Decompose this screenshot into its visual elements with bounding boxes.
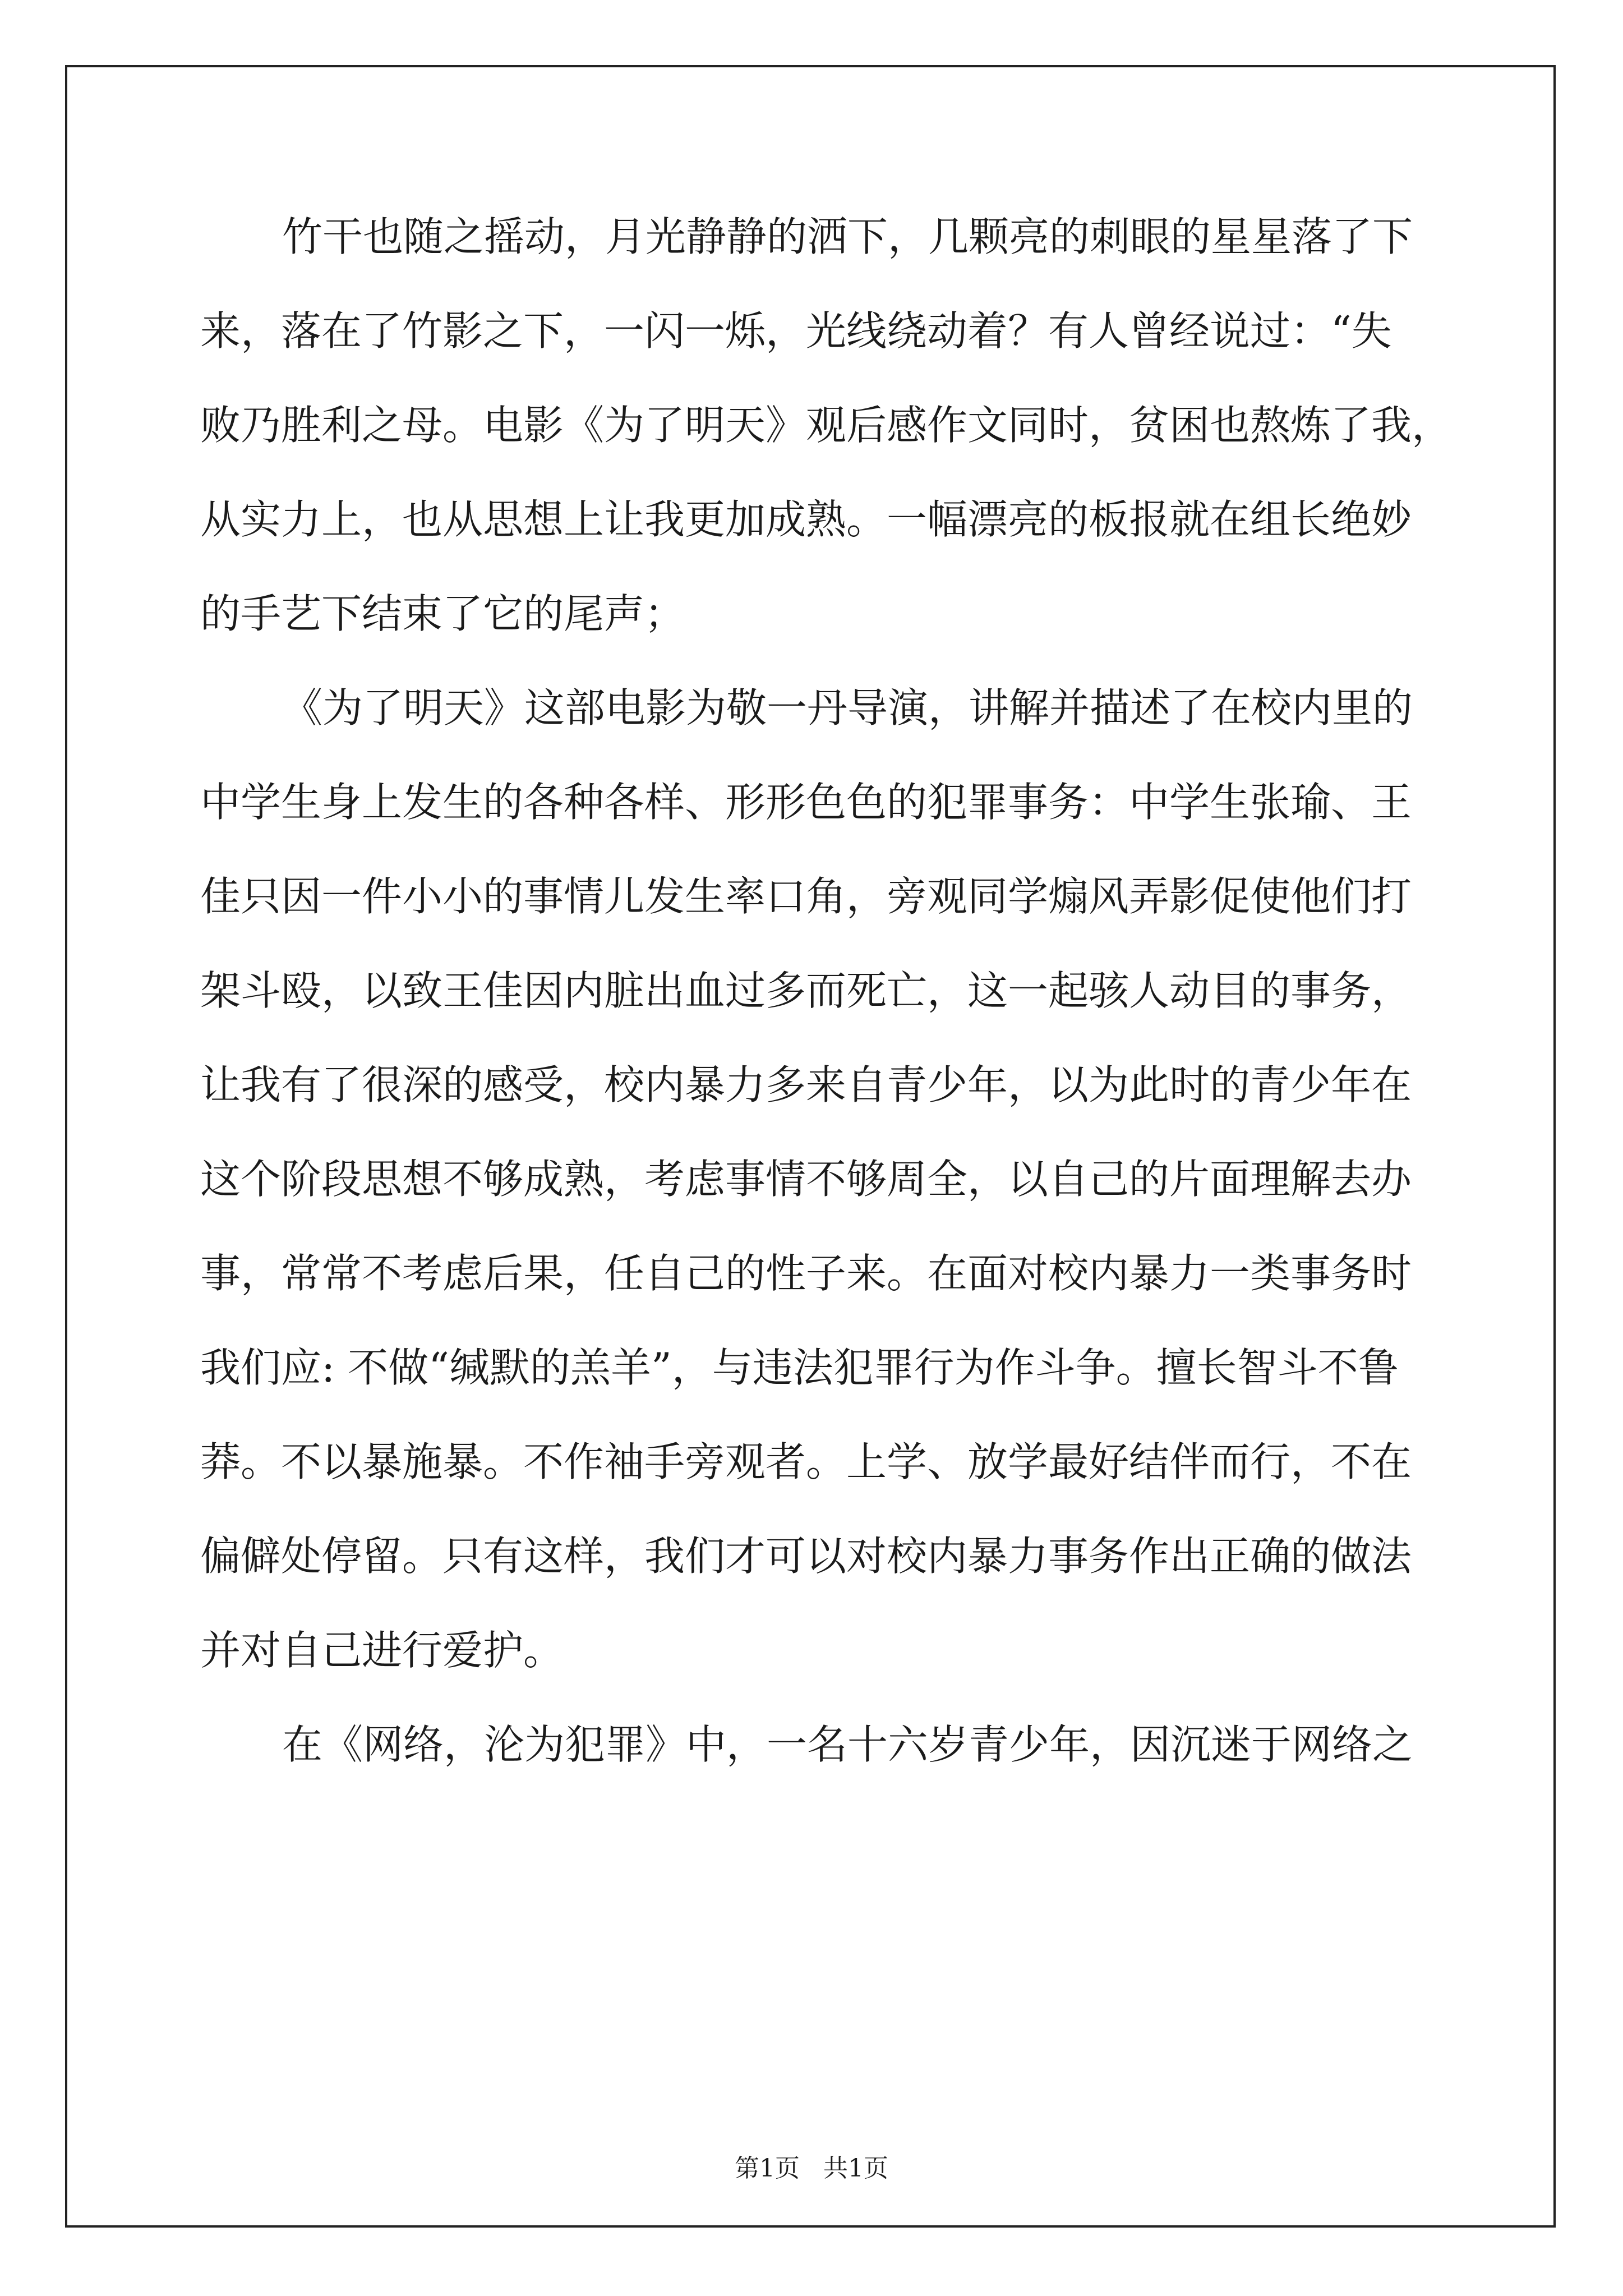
text-line: 《为了明天》这部电影为敬一丹导演，讲解并描述了在校内里的	[282, 684, 1413, 731]
text-line: 来，落在了竹影之下，一闪一烁，光线绕动着？有人曾经说过：“失	[200, 307, 1392, 355]
text-line: 败乃胜利之母。电影《为了明天》观后感作文同时，贫困也熬炼了我，	[200, 402, 1453, 449]
text-line: 从实力上，也从思想上让我更加成熟。一幅漂亮的板报就在组长绝妙	[200, 496, 1412, 543]
text-line: 竹干也随之摇动，月光静静的洒下，几颗亮的刺眼的星星落了下	[282, 213, 1413, 260]
text-line: 佳只因一件小小的事情儿发生率口角，旁观同学煽风弄影促使他们打	[200, 873, 1412, 920]
text-line: 莽。不以暴施暴。不作袖手旁观者。上学、放学最好结伴而行，不在	[200, 1438, 1412, 1485]
text-line: 在《网络，沦为犯罪》中，一名十六岁青少年，因沉迷于网络之	[282, 1721, 1413, 1768]
text-line: 中学生身上发生的各种各样、形形色色的犯罪事务：中学生张瑜、王	[200, 779, 1412, 826]
text-line: 我们应: 不做“缄默的羔羊”，与违法犯罪行为作斗争。擅长智斗不鲁	[200, 1344, 1399, 1391]
text-line: 事，常常不考虑后果，任自己的性子来。在面对校内暴力一类事务时	[200, 1250, 1412, 1297]
page-number-footer: 第1页 共1页	[735, 2154, 888, 2183]
text-line: 架斗殴，以致王佳因内脏出血过多而死亡，这一起骇人动目的事务，	[200, 967, 1412, 1014]
text-line: 的手艺下结束了它的尾声；	[200, 590, 685, 637]
text-line: 并对自己进行爱护。	[200, 1627, 564, 1674]
text-line: 让我有了很深的感受，校内暴力多来自青少年，以为此时的青少年在	[200, 1061, 1412, 1108]
text-line: 这个阶段思想不够成熟，考虑事情不够周全，以自己的片面理解去办	[200, 1156, 1412, 1203]
page-border	[65, 65, 1556, 2228]
text-line: 偏僻处停留。只有这样，我们才可以对校内暴力事务作出正确的做法	[200, 1533, 1412, 1580]
